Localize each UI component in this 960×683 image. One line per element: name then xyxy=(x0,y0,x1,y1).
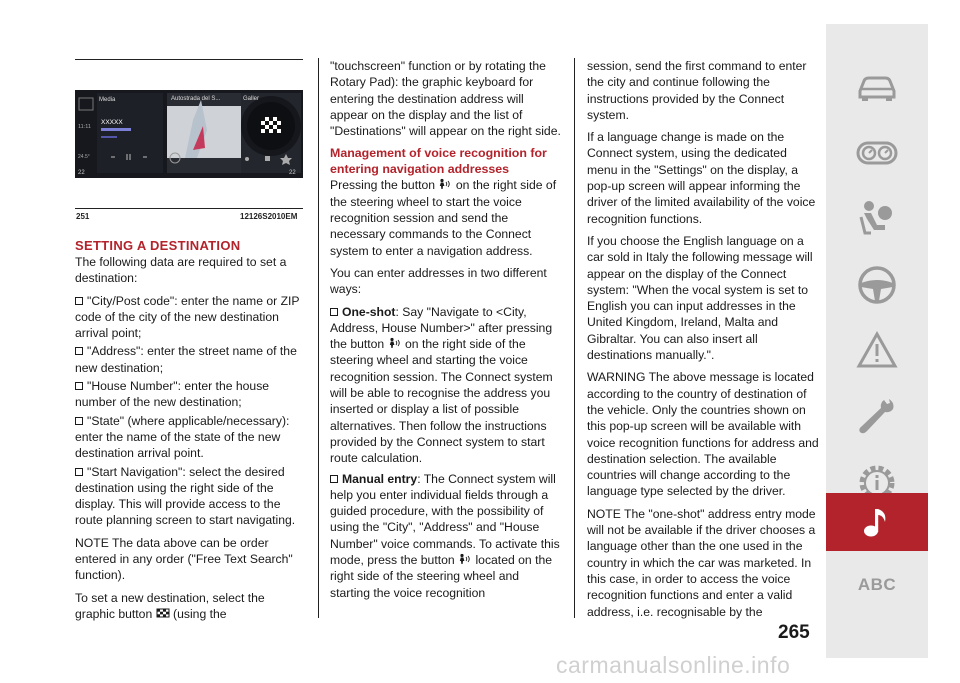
dashboard-icon xyxy=(855,131,899,175)
paragraph: Pressing the button on the right side of the steering wheel to start the voice recognition session and send the necessary commands to the Connect system to enter a navigation address. xyxy=(330,178,557,258)
bullet-box-icon xyxy=(75,382,83,390)
column-3 xyxy=(587,58,819,626)
closing-text: To set a new destination, select the graphic button (using the xyxy=(75,590,265,621)
track-title: XXXXX xyxy=(101,119,123,126)
watermark: carmanualsonline.info xyxy=(556,652,791,678)
bullet-box-icon xyxy=(75,297,83,305)
media-label: Media xyxy=(99,97,116,103)
right-temp-setting: 22 xyxy=(289,170,296,176)
chapter-maintenance-tab[interactable] xyxy=(826,386,928,448)
top-rule xyxy=(75,59,303,60)
section-heading: SETTING A DESTINATION xyxy=(75,238,241,253)
column-divider xyxy=(318,58,319,618)
note-text: NOTE The data above can be order entered in any order ("Free Text Search" function). xyxy=(75,535,293,583)
list-item: "City/Post code": enter the name or ZIP code of the city of the new destination arrival point; xyxy=(75,293,300,341)
voice-command-icon xyxy=(388,337,402,349)
checkered-flag-icon xyxy=(156,607,170,619)
abc-index-label: ABC xyxy=(857,575,897,594)
chapter-driving-tab[interactable] xyxy=(826,254,928,316)
list-item: "State" (where applicable/necessary): enter the name of the state of the new destination arrival point. xyxy=(75,413,290,461)
chapter-safety-tab[interactable] xyxy=(826,188,928,250)
column-2 xyxy=(330,58,562,603)
left-temp-setting: 22 xyxy=(78,170,85,176)
bullet-box-icon xyxy=(75,468,83,476)
warning-text: WARNING The above message is located according to the country of destination of the vehicle. Only the countries shown on this pop-up screen will be available with voice recognition functions for address and destination selection. The available countries will change according to the language type selected by the driver. xyxy=(587,370,819,499)
screen-graphic xyxy=(75,90,303,178)
airbag-seat-icon xyxy=(855,197,899,241)
voice-command-icon xyxy=(458,553,472,565)
list-item: "Start Navigation": select the desired destination using the right side of the display. This will provide access to the route planning screen to start navigating. xyxy=(75,464,296,528)
paragraph: You can enter addresses in two different ways: xyxy=(330,265,547,297)
chapter-sidebar xyxy=(826,24,928,658)
figure-number: 251 xyxy=(76,212,90,221)
chapter-vehicle-tab[interactable] xyxy=(826,56,928,118)
paragraph: session, send the first command to enter the city and continue following the instructions provided by the Connect system. xyxy=(587,59,807,122)
steering-wheel-icon xyxy=(855,263,899,307)
wrench-icon xyxy=(855,395,899,439)
list-item: "House Number": enter the house number of the new destination; xyxy=(75,379,270,410)
list-item: One-shot: Say "Navigate to <City, Address, House Number>" after pressing the button on the right side of the steering wheel and starting the voice recognition session. The Connect system will be able to recognise the address you inserted or display a list of possible alternatives. Then follow the instructions provided by the Connect system to start route calculation. xyxy=(330,304,553,466)
chapter-index-tab[interactable] xyxy=(826,554,928,616)
list-item: "Address": enter the street name of the new destination; xyxy=(75,344,297,375)
figure-code: 12126S2010EM xyxy=(240,212,298,221)
chapter-dashboard-tab[interactable] xyxy=(826,122,928,184)
bullet-box-icon xyxy=(75,417,83,425)
warning-triangle-icon xyxy=(855,329,899,373)
paragraph: If you choose the English language on a car sold in Italy the following message will appear on the display of the Connect system: "When the vocal system is set to English you can input addresses in the United Kingdom, Ireland, Malta and Gibraltar. You can also insert all destinations manually.". xyxy=(587,233,813,363)
car-icon xyxy=(855,65,899,109)
intro-text: The following data are required to set a destination: xyxy=(75,255,287,286)
column-divider xyxy=(574,58,575,618)
paragraph: "touchscreen" function or by rotating the Rotary Pad): the graphic keyboard for entering the destination address will appear on the display and the list of "Destinations" will appear on the right side. xyxy=(330,59,561,139)
music-note-icon xyxy=(855,500,899,544)
list-item: Manual entry: The Connect system will help you enter individual fields through a guided procedure, with the possibility of using the "City", "Address" and "House Number" voice commands. To activate this mode, press the button located on the right side of the steering wheel and starting the voice recognition xyxy=(330,471,560,600)
note-text: NOTE The "one-shot" address entry mode will not be available if the driver chooses a language other than the one used in the country in which the car was marketed. In this case, in order to access the voice recognition functions and enter a valid address, i.e. recognisable by the xyxy=(587,506,816,619)
clock: 11:11 xyxy=(78,124,91,130)
bullet-box-icon xyxy=(330,475,338,483)
paragraph: If a language change is made on the Connect system, using the dedicated menu in the "Settings" on the display, a pop-up screen will appear informing the driver of the limited availability of the voice recognition functions. xyxy=(587,130,816,226)
chapter-multimedia-tab[interactable] xyxy=(826,493,928,551)
caption-rule xyxy=(75,208,303,209)
infotainment-screenshot xyxy=(75,90,303,178)
subsection-heading: Management of voice recognition for entering navigation addresses xyxy=(330,146,547,177)
column-1 xyxy=(75,238,307,628)
voice-command-icon xyxy=(438,178,452,190)
nav-label: Autostrada del S... xyxy=(171,96,221,102)
chapter-emergency-tab[interactable] xyxy=(826,320,928,382)
bullet-box-icon xyxy=(75,347,83,355)
temperature: 24.5° xyxy=(78,154,90,160)
gallery-label: Galler xyxy=(243,96,260,102)
bullet-box-icon xyxy=(330,308,338,316)
page-number: 265 xyxy=(778,622,810,643)
